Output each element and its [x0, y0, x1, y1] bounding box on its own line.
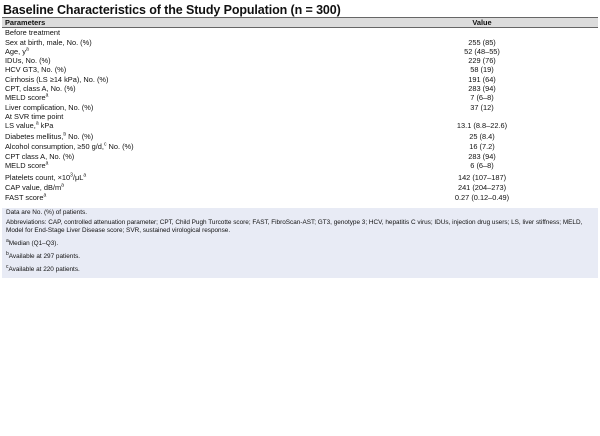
- row-value: [363, 28, 598, 38]
- row-value: 241 (204–273): [457, 182, 507, 192]
- table-row: [2, 56, 598, 65]
- footnote-mark: b: [63, 131, 67, 138]
- row-value: 255 (85): [468, 37, 496, 47]
- table-row: [2, 142, 598, 152]
- table-row: [2, 103, 598, 112]
- row-label-suffix: No. (%): [106, 141, 134, 151]
- row-label-suffix: /μL: [72, 172, 84, 182]
- row-label: [2, 28, 363, 38]
- row-label-text: IDUs, No. (%): [5, 56, 51, 66]
- row-label: [2, 152, 363, 161]
- footnote-c-text: Available at 220 patients.: [8, 266, 80, 273]
- row-label: [2, 183, 363, 193]
- footnote-mark: a: [45, 93, 49, 99]
- table-row: [2, 84, 598, 93]
- table-title: Baseline Characteristics of the Study Population (n = 300): [3, 3, 341, 17]
- footnote-mark: a: [61, 182, 64, 189]
- row-label: [2, 65, 363, 74]
- table-row: [2, 47, 598, 56]
- footnote-mark: c: [103, 141, 107, 148]
- footnote-c: [6, 263, 80, 274]
- table-row: [2, 112, 598, 121]
- footnote-b: [6, 250, 81, 261]
- row-label-text: At SVR time point: [5, 111, 64, 121]
- header-parameters: Parameters: [2, 18, 363, 28]
- table-row: [2, 38, 598, 47]
- row-value: 52 (48–55): [464, 46, 500, 56]
- row-label: [2, 47, 363, 56]
- row-label-text: MELD score: [5, 93, 46, 103]
- table-row: [2, 93, 598, 102]
- row-value: 13.1 (8.8–22.6): [456, 121, 508, 131]
- footnote-c-mark: c: [6, 263, 9, 270]
- row-label-text: CAP value, dB/m: [5, 182, 62, 192]
- table-row: [2, 28, 598, 38]
- footnote-b-text: Available at 297 patients.: [8, 253, 81, 260]
- row-label-text: Sex at birth, male, No. (%): [5, 37, 92, 47]
- row-label: [2, 142, 363, 152]
- row-value: 7 (6–8): [470, 93, 494, 103]
- row-value: 142 (107–187): [457, 172, 507, 182]
- row-label: [2, 103, 363, 112]
- row-label-text: Before treatment: [5, 28, 61, 38]
- row-value: 25 (8.4): [469, 131, 495, 141]
- row-value: 229 (76): [468, 56, 496, 66]
- footnote-mark: a: [25, 46, 29, 53]
- row-label: [2, 193, 363, 203]
- row-value: 191 (64): [468, 74, 496, 84]
- footnote-a-mark: a: [6, 237, 9, 244]
- table-header-row: [2, 18, 598, 28]
- row-label-text: HCV GT3, No. (%): [5, 65, 67, 75]
- row-label: [2, 121, 363, 131]
- row-label-text: Alcohol consumption, ≥50 g/d,: [5, 141, 104, 151]
- table-row: [2, 193, 598, 203]
- row-label-text: CPT, class A, No. (%): [5, 84, 76, 94]
- footnote-mark: a: [83, 172, 87, 179]
- row-label-text: Cirrhosis (LS ≥14 kPa), No. (%): [5, 74, 109, 84]
- footnote-mark: a: [35, 121, 39, 127]
- row-value: 6 (6–8): [470, 161, 494, 171]
- row-label: [2, 132, 363, 142]
- row-value: 37 (12): [470, 102, 494, 112]
- table-row: [2, 75, 598, 84]
- footnote-a-text: Median (Q1–Q3).: [8, 240, 59, 247]
- row-label-text: MELD score: [5, 161, 46, 171]
- row-label-suffix: kPa: [38, 121, 54, 131]
- characteristics-table: [2, 17, 598, 203]
- row-label-text: Age, y: [5, 46, 26, 56]
- footnote-mark: 3: [70, 172, 73, 179]
- header-value: Value: [363, 18, 598, 28]
- table-row: [2, 65, 598, 74]
- row-value: 58 (19): [470, 65, 494, 75]
- row-label-text: Platelets count, ×10: [5, 172, 71, 182]
- row-label-text: CPT class A, No. (%): [5, 152, 75, 162]
- abbreviations-note: Abbreviations: CAP, controlled attenuation parameter; CPT, Child Pugh Turcotte score; FAST, FibroScan-AST; GT3, genotype 3; HCV, hepatitis C virus; IDUs, injection drug users; LS, liver stiffness; MELD, Model for End-Stage Liver Disease score; SVR, sustained virological response.: [6, 219, 583, 235]
- row-value: 283 (94): [468, 152, 496, 162]
- row-label: [2, 75, 363, 84]
- row-label: [2, 84, 363, 93]
- table-notes: [2, 208, 598, 278]
- table-row: [2, 172, 598, 183]
- footnote-a: [6, 237, 59, 248]
- row-label-suffix: No. (%): [66, 131, 94, 141]
- row-label: [2, 172, 363, 183]
- footnote-mark: a: [43, 193, 47, 199]
- row-value: [363, 112, 598, 121]
- row-value: 0.27 (0.12–0.49): [454, 193, 510, 203]
- row-value: 283 (94): [468, 84, 496, 94]
- row-value: 16 (7.2): [469, 141, 495, 151]
- row-label: [2, 93, 363, 102]
- row-label: [2, 161, 363, 171]
- row-label: [2, 38, 363, 47]
- row-label: [2, 56, 363, 65]
- row-label-text: FAST score: [5, 193, 44, 203]
- footnote-mark: a: [45, 161, 49, 167]
- row-label-text: LS value,: [5, 121, 36, 131]
- row-label-text: Diabetes mellitus,: [5, 131, 64, 141]
- table-row: [2, 132, 598, 142]
- row-label: [2, 112, 363, 121]
- table-row: [2, 161, 598, 171]
- table-row: [2, 183, 598, 193]
- data-note: Data are No. (%) of patients.: [6, 209, 87, 216]
- row-label-text: Liver complication, No. (%): [5, 102, 94, 112]
- footnote-b-mark: b: [6, 250, 9, 257]
- table-row: [2, 152, 598, 161]
- table-row: [2, 121, 598, 131]
